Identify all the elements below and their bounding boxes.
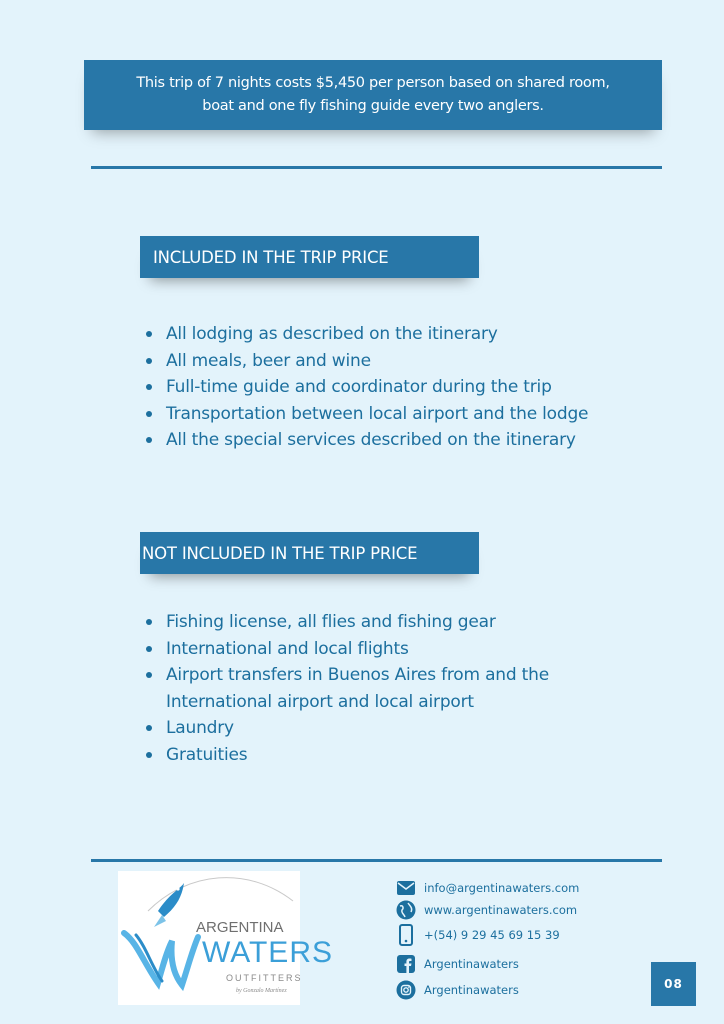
list-item: Laundry	[146, 715, 626, 742]
contact-phone[interactable]	[396, 925, 560, 945]
included-header: INCLUDED IN THE TRIP PRICE	[140, 236, 479, 278]
divider-top	[91, 166, 662, 169]
logo-name-top: ARGENTINA	[196, 919, 284, 936]
price-banner	[84, 60, 662, 130]
list-item: Airport transfers in Buenos Aires from and the International airport and local airport	[146, 662, 626, 715]
list-item: Transportation between local airport and the lodge	[146, 401, 626, 428]
not-included-header: NOT INCLUDED IN THE TRIP PRICE	[140, 532, 479, 574]
list-item: All meals, beer and wine	[146, 348, 626, 375]
instagram-icon	[396, 980, 416, 1000]
divider-bottom	[91, 859, 662, 862]
facebook-icon	[396, 954, 416, 974]
not-included-list	[146, 609, 626, 768]
contact-website[interactable]	[396, 900, 577, 920]
facebook-text[interactable]: Argentinawaters	[424, 957, 519, 971]
logo-byline: by Gonzalo Martínez	[236, 988, 287, 994]
email-text[interactable]: info@argentinawaters.com	[424, 881, 580, 895]
logo-tagline: OUTFITTERS	[226, 973, 303, 983]
logo-name-main: WATERS	[202, 936, 333, 969]
contact-email[interactable]	[396, 878, 579, 898]
list-item: All the special services described on the itinerary	[146, 427, 626, 454]
globe-icon	[396, 900, 416, 920]
phone-icon	[396, 925, 416, 945]
phone-text: +(54) 9 29 45 69 15 39	[424, 928, 560, 942]
company-logo	[118, 871, 333, 1005]
logo-graphic	[118, 871, 333, 1005]
list-item: Fishing license, all flies and fishing gear	[146, 609, 626, 636]
list-item: International and local flights	[146, 636, 626, 663]
included-list	[146, 321, 626, 454]
page-number: 08	[651, 962, 696, 1006]
fish-icon	[154, 883, 184, 927]
contact-facebook[interactable]	[396, 954, 519, 974]
website-text[interactable]: www.argentinawaters.com	[424, 903, 578, 917]
contact-instagram[interactable]	[396, 980, 519, 1000]
instagram-text[interactable]: Argentinawaters	[424, 983, 519, 997]
list-item: Full-time guide and coordinator during the trip	[146, 374, 626, 401]
list-item: Gratuities	[146, 742, 626, 769]
price-line-1: This trip of 7 nights costs $5,450 per person based on shared room,	[136, 75, 610, 91]
list-item: All lodging as described on the itinerary	[146, 321, 626, 348]
email-icon	[396, 878, 416, 898]
price-line-2: boat and one fly fishing guide every two anglers.	[202, 98, 544, 114]
